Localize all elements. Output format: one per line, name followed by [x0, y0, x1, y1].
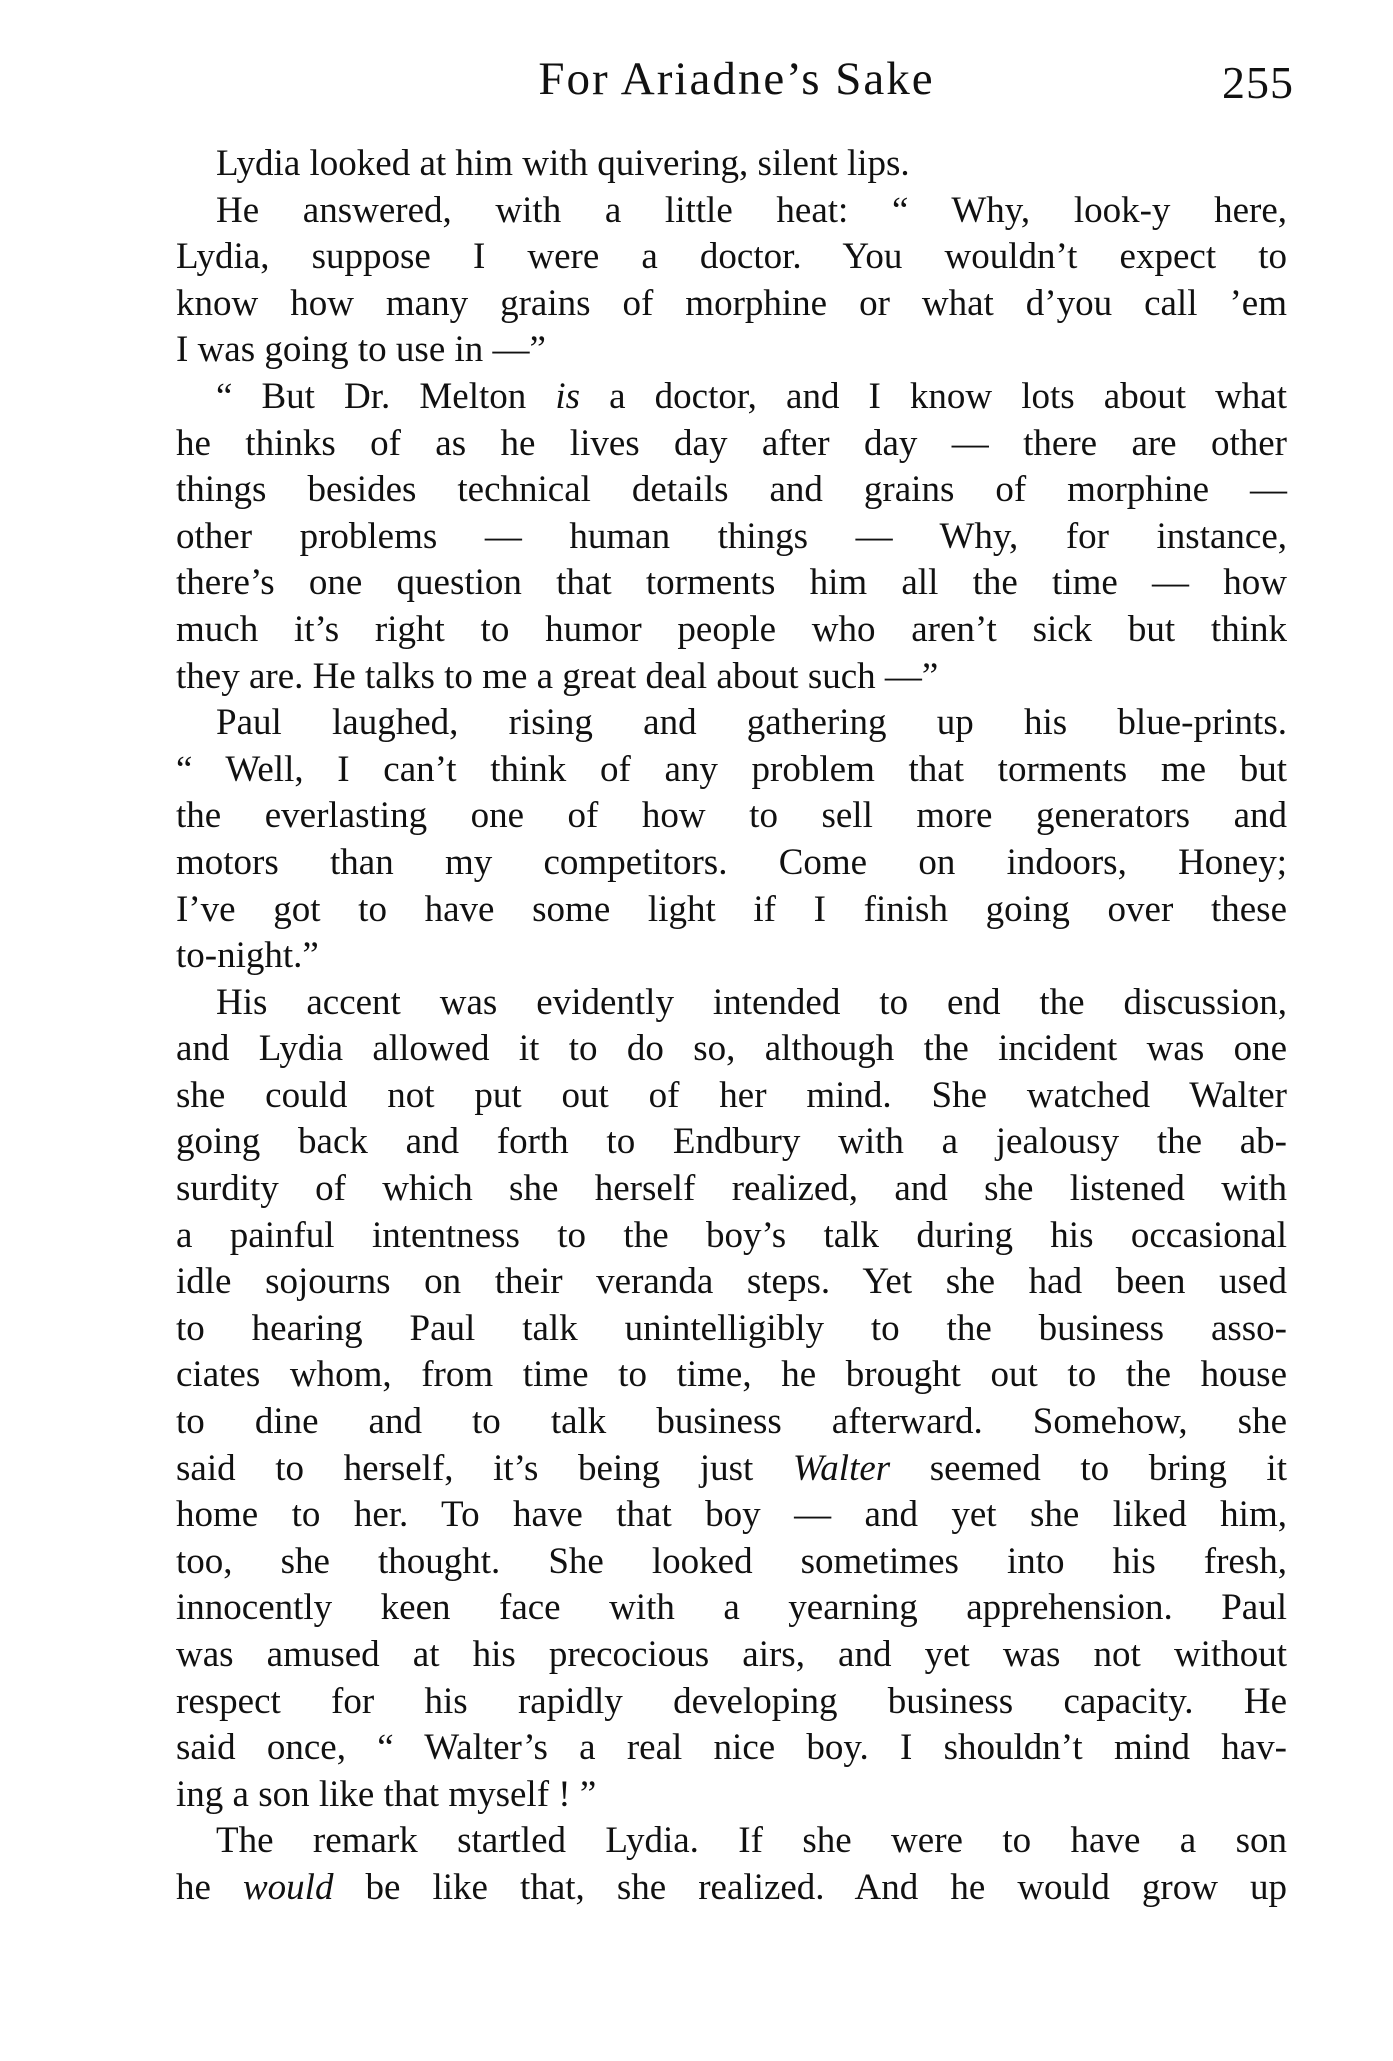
text-segment: home to her. To have that boy — and yet she liked him, — [176, 1494, 1287, 1536]
text-line — [176, 793, 1287, 840]
text-line — [176, 1166, 1287, 1213]
text-line — [176, 1026, 1287, 1073]
text-segment: surdity of which she herself realized, and she listened with — [176, 1168, 1287, 1210]
text-segment: respect for his rapidly developing business capacity. He — [176, 1680, 1287, 1722]
text-line — [176, 514, 1287, 561]
text-segment: things besides technical details and grains of morphine — — [176, 469, 1287, 511]
text-segment: Paul laughed, rising and gathering up his blue-prints. — [216, 702, 1287, 744]
text-line — [176, 421, 1287, 468]
text-line — [176, 1306, 1287, 1353]
text-segment: I’ve got to have some light if I finish going over these — [176, 888, 1287, 930]
text-segment: he — [176, 1866, 243, 1908]
text-segment: to hearing Paul talk unintelligibly to the business asso- — [176, 1307, 1287, 1349]
text-line — [176, 607, 1287, 654]
text-segment: be like that, she realized. And he would grow up — [333, 1866, 1287, 1908]
text-segment: motors than my competitors. Come on indoors, Honey; — [176, 841, 1287, 883]
text-segment: other problems — human things — Why, for instance, — [176, 515, 1287, 557]
text-line — [176, 1213, 1287, 1260]
text-line — [176, 1585, 1287, 1632]
text-line — [176, 1725, 1287, 1772]
text-segment: “ Well, I can’t think of any problem that torments me but — [176, 748, 1287, 790]
italic-text: would — [242, 1866, 334, 1908]
text-line — [176, 654, 1287, 701]
text-segment: know how many grains of morphine or what d’you call ’em — [176, 282, 1287, 324]
running-header-title: For Ariadne’s Sake — [538, 53, 935, 105]
text-segment: there’s one question that torments him all the time — how — [176, 562, 1287, 604]
text-segment: much it’s right to humor people who aren’t sick but think — [176, 608, 1287, 650]
text-segment: the everlasting one of how to sell more generators and — [176, 795, 1287, 837]
text-line — [176, 1446, 1287, 1493]
text-segment: too, she thought. She looked sometimes into his fresh, — [176, 1540, 1287, 1582]
text-segment: idle sojourns on their veranda steps. Yet she had been used — [176, 1261, 1287, 1303]
text-segment: they are. He talks to me a great deal about such —” — [176, 655, 939, 697]
text-line — [176, 1399, 1287, 1446]
body-text — [176, 141, 1287, 1912]
text-segment: he thinks of as he lives day after day — there are other — [176, 422, 1287, 464]
text-segment: to-night.” — [176, 935, 319, 977]
text-line — [176, 141, 1287, 188]
text-segment: The remark startled Lydia. If she were to have a son — [216, 1820, 1287, 1862]
italic-text: is — [555, 375, 581, 417]
text-line — [176, 327, 1287, 374]
text-line — [176, 188, 1287, 235]
text-segment: His accent was evidently intended to end the discussion, — [216, 981, 1287, 1023]
text-line — [176, 467, 1287, 514]
text-segment: she could not put out of her mind. She watched Walter — [176, 1074, 1287, 1116]
text-line — [176, 747, 1287, 794]
text-segment: to dine and to talk business afterward. Somehow, she — [176, 1401, 1287, 1443]
text-segment: ing a son like that myself ! ” — [176, 1773, 597, 1815]
text-line — [176, 281, 1287, 328]
text-segment: said once, “ Walter’s a real nice boy. I shouldn’t mind hav- — [176, 1727, 1287, 1769]
text-segment: a doctor, and I know lots about what — [580, 375, 1287, 417]
text-line — [176, 1073, 1287, 1120]
text-line — [176, 1259, 1287, 1306]
text-line — [176, 1119, 1287, 1166]
text-segment: Lydia looked at him with quivering, silent lips. — [216, 143, 910, 184]
text-line — [176, 887, 1287, 934]
text-line — [176, 560, 1287, 607]
text-segment: “ But Dr. Melton — [216, 375, 556, 417]
text-line — [176, 1818, 1287, 1865]
text-line — [176, 1865, 1287, 1912]
text-line — [176, 374, 1287, 421]
text-segment: and Lydia allowed it to do so, although the incident was one — [176, 1028, 1287, 1070]
text-segment: He answered, with a little heat: “ Why, look-y here, — [216, 189, 1287, 231]
text-line — [176, 933, 1287, 980]
text-line — [176, 1772, 1287, 1819]
page-number: 255 — [1222, 57, 1294, 108]
text-segment: a painful intentness to the boy’s talk during his occasional — [176, 1214, 1287, 1256]
text-line — [176, 700, 1287, 747]
text-line — [176, 1539, 1287, 1586]
text-segment: I was going to use in —” — [176, 329, 546, 371]
text-segment: innocently keen face with a yearning apprehension. Paul — [176, 1587, 1287, 1629]
text-segment: was amused at his precocious airs, and yet was not without — [176, 1634, 1287, 1675]
text-segment: seemed to bring it — [890, 1447, 1287, 1489]
text-segment: ciates whom, from time to time, he brought out to the house — [176, 1354, 1287, 1396]
text-line — [176, 1352, 1287, 1399]
text-line — [176, 1632, 1287, 1679]
text-segment: said to herself, it’s being just — [176, 1447, 793, 1489]
text-line — [176, 234, 1287, 281]
text-line — [176, 1679, 1287, 1726]
italic-text: Walter — [792, 1447, 891, 1489]
text-line — [176, 980, 1287, 1027]
text-line — [176, 840, 1287, 887]
text-line — [176, 1492, 1287, 1539]
text-segment: going back and forth to Endbury with a jealousy the ab- — [176, 1121, 1287, 1163]
text-segment: Lydia, suppose I were a doctor. You wouldn’t expect to — [176, 236, 1287, 278]
